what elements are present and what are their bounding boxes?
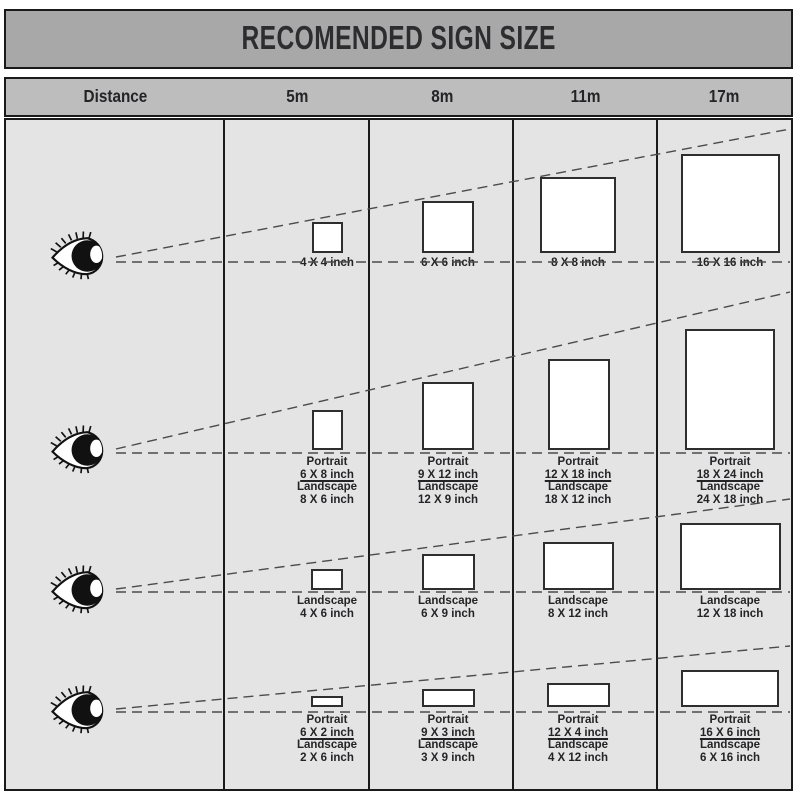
sign-4x6-landscape	[311, 569, 343, 590]
sign-12x4	[547, 683, 610, 707]
sign-6x8	[312, 410, 343, 450]
header-5m: 5m	[286, 86, 309, 107]
eye-icon	[50, 227, 108, 285]
column-divider	[223, 120, 225, 789]
sign-6x9-landscape	[422, 554, 475, 590]
title-banner	[4, 9, 793, 69]
header-17m: 17m	[709, 86, 740, 107]
eye-icon	[50, 421, 108, 479]
sign-label: Portrait 9 X 12 inch Landscape 12 X 9 inch	[417, 456, 479, 506]
sign-label: Portrait 9 X 3 inch Landscape 3 X 9 inch	[417, 714, 479, 764]
sign-label: Portrait 16 X 6 inch Landscape 6 X 16 inch	[699, 714, 761, 764]
sign-12x18	[548, 359, 610, 450]
sign-label: 4 X 4 inch	[300, 257, 354, 269]
eye-icon	[50, 561, 108, 619]
sign-label: Portrait 6 X 2 inch Landscape 2 X 6 inch	[296, 714, 358, 764]
sign-12x18-landscape	[680, 523, 781, 590]
chart-body	[4, 118, 793, 791]
sign-label: 6 X 6 inch	[421, 257, 475, 269]
sign-16x16	[681, 154, 780, 253]
header-11m: 11m	[571, 86, 601, 107]
sign-6x6	[422, 201, 474, 253]
sign-8x12-landscape	[543, 542, 614, 590]
sign-9x12	[422, 382, 474, 450]
sign-label: 16 X 16 inch	[696, 257, 764, 269]
page-title: RECOMENDED SIGN SIZE	[241, 19, 556, 57]
sign-label: Landscape 8 X 12 inch	[547, 595, 609, 620]
column-divider	[656, 120, 658, 789]
column-divider	[512, 120, 514, 789]
sign-label: Landscape 12 X 18 inch	[696, 595, 764, 620]
distance-header-row	[4, 77, 793, 117]
sign-label: 8 X 8 inch	[551, 257, 605, 269]
column-divider	[368, 120, 370, 789]
header-distance: Distance	[83, 86, 148, 107]
sign-16x6	[681, 670, 779, 707]
sign-label: Portrait 12 X 18 inch Landscape 18 X 12 inch	[544, 456, 612, 506]
sign-4x4	[312, 222, 343, 253]
header-8m: 8m	[430, 86, 454, 107]
sign-label: Portrait 18 X 24 inch Landscape 24 X 18 inch	[696, 456, 764, 506]
sign-8x8	[540, 177, 616, 253]
sign-6x2	[311, 696, 343, 707]
sign-9x3	[422, 689, 475, 707]
sign-label: Landscape 6 X 9 inch	[417, 595, 479, 620]
sign-18x24	[685, 329, 775, 450]
sign-label: Portrait 6 X 8 inch Landscape 8 X 6 inch	[296, 456, 358, 506]
eye-icon	[50, 681, 108, 739]
sign-label: Landscape 4 X 6 inch	[296, 595, 358, 620]
sign-label: Portrait 12 X 4 inch Landscape 4 X 12 inch	[547, 714, 609, 764]
